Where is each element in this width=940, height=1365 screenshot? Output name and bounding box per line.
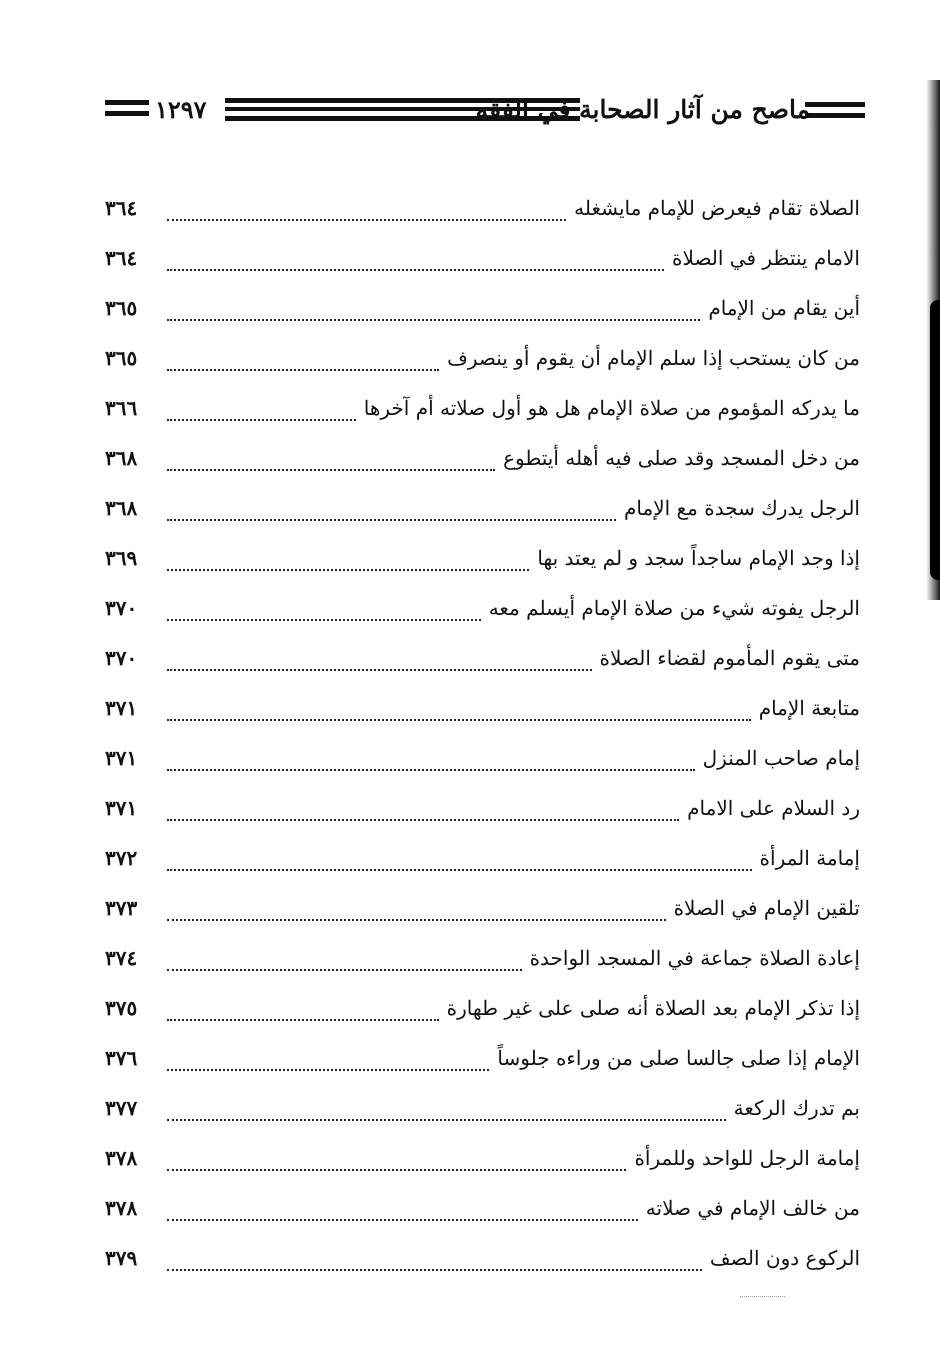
toc-entry-title: الرجل يفوته شيء من صلاة الإمام أيسلم معه [488,596,860,620]
toc-leader-dots [167,839,752,871]
toc-entry-page: ٣٧٨ [105,1196,138,1220]
toc-entry [105,633,860,683]
header-rule-right-top [805,102,865,107]
toc-entry [105,933,860,983]
toc-entry-page: ٣٧٥ [105,996,138,1020]
toc-entry-title: الإمام إذا صلى جالسا صلى من وراءه جلوساً [497,1046,860,1070]
toc-leader-dots [167,939,522,971]
toc-entry-page: ٣٧٧ [105,1096,138,1120]
toc-entry-page: ٣٦٨ [105,446,138,470]
toc-entry-page: ٣٦٤ [105,196,138,220]
toc-leader-dots [167,639,592,671]
toc-leader-dots [167,239,664,271]
toc-entry-title: إعادة الصلاة جماعة في المسجد الواحدة [529,946,860,970]
table-of-contents [105,183,860,1283]
toc-entry-page: ٣٦٨ [105,496,138,520]
toc-entry-page: ٣٦٥ [105,296,138,320]
toc-leader-dots [167,789,679,821]
toc-leader-dots [167,1139,626,1171]
toc-entry [105,833,860,883]
toc-leader-dots [167,289,700,321]
toc-leader-dots [167,1239,702,1271]
toc-entry-page: ٣٧١ [105,696,138,720]
toc-entry-title: رد السلام على الامام [687,796,860,820]
toc-entry [105,433,860,483]
toc-entry [105,1083,860,1133]
toc-entry-page: ٣٦٥ [105,346,138,370]
toc-entry [105,1183,860,1233]
toc-leader-dots [167,689,751,721]
toc-entry-page: ٣٧٢ [105,846,138,870]
toc-entry-page: ٣٦٤ [105,246,138,270]
toc-entry-page: ٣٧٩ [105,1246,138,1270]
page-number: ١٢٩٧ [155,95,207,124]
toc-entry-title: إمامة الرجل للواحد وللمرأة [634,1146,860,1170]
toc-leader-dots [167,589,481,621]
toc-leader-dots [167,439,495,471]
toc-entry [105,1233,860,1283]
toc-entry-title: إذا وجد الإمام ساجداً سجد و لم يعتد بها [537,546,860,570]
toc-leader-dots [167,1089,726,1121]
toc-entry-page: ٣٧١ [105,796,138,820]
toc-entry-title: إمام صاحب المنزل [702,746,860,770]
toc-leader-dots [167,389,356,421]
toc-entry [105,183,860,233]
toc-entry-page: ٣٧١ [105,746,138,770]
toc-entry-title: أين يقام من الإمام [708,296,860,320]
toc-entry-title: من دخل المسجد وقد صلى فيه أهله أيتطوع [503,446,860,470]
toc-entry [105,683,860,733]
header-rule-left-top [105,100,149,105]
toc-entry [105,1133,860,1183]
toc-entry [105,883,860,933]
toc-entry [105,1033,860,1083]
running-header [105,92,870,132]
toc-entry-page: ٣٦٦ [105,396,138,420]
toc-entry-page: ٣٧٨ [105,1146,138,1170]
toc-entry-title: الامام ينتظر في الصلاة [672,246,860,270]
footer-dotted-mark [740,1296,785,1297]
toc-entry-page: ٣٧٦ [105,1046,138,1070]
toc-entry-title: الركوع دون الصف [709,1246,860,1270]
toc-entry-title: تلقين الإمام في الصلاة [673,896,860,920]
toc-entry-title: بم تدرك الركعة [733,1096,860,1120]
toc-leader-dots [167,489,616,521]
header-rule-left-bottom [105,111,149,116]
toc-entry-title: متابعة الإمام [758,696,860,720]
toc-entry [105,983,860,1033]
toc-entry-page: ٣٧٣ [105,896,138,920]
toc-entry-title: إمامة المرأة [759,846,860,870]
toc-entry-title: من كان يستحب إذا سلم الإمام أن يقوم أو ينصرف [447,346,860,370]
toc-leader-dots [167,889,666,921]
toc-entry [105,533,860,583]
toc-entry [105,383,860,433]
toc-entry [105,733,860,783]
toc-entry-page: ٣٧٠ [105,596,138,620]
toc-leader-dots [167,189,566,221]
toc-entry [105,583,860,633]
toc-entry-title: ما يدركه المؤموم من صلاة الإمام هل هو أول صلاته أم آخرها [363,396,860,420]
toc-leader-dots [167,1039,489,1071]
toc-entry-title: من خالف الإمام في صلاته [645,1196,860,1220]
toc-entry [105,283,860,333]
toc-leader-dots [167,539,529,571]
scan-edge-dark [930,300,940,580]
toc-entry-page: ٣٦٩ [105,546,138,570]
toc-entry-page: ٣٧٤ [105,946,138,970]
toc-entry-title: الرجل يدرك سجدة مع الإمام [624,496,860,520]
toc-entry [105,233,860,283]
toc-entry [105,333,860,383]
toc-entry-title: متى يقوم المأموم لقضاء الصلاة [599,646,860,670]
toc-leader-dots [167,739,695,771]
toc-leader-dots [167,1189,638,1221]
toc-entry [105,483,860,533]
toc-leader-dots [167,339,439,371]
toc-entry [105,783,860,833]
book-title: ماصح من آثار الصحابة في الفقه [475,95,810,124]
toc-leader-dots [167,989,439,1021]
header-rule-right-bottom [805,113,865,118]
toc-entry-page: ٣٧٠ [105,646,138,670]
toc-entry-title: إذا تذكر الإمام بعد الصلاة أنه صلى على غير طهارة [446,996,860,1020]
toc-entry-title: الصلاة تقام فيعرض للإمام مايشغله [574,196,860,220]
